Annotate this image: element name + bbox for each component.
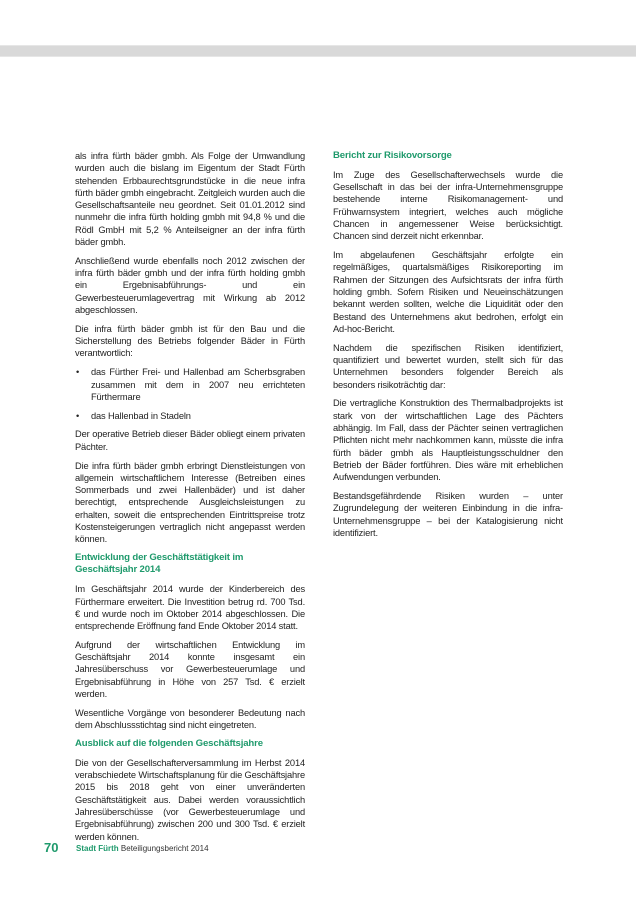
left-column xyxy=(75,150,305,849)
bullet-icon: • xyxy=(76,367,80,378)
bullet-list xyxy=(75,366,305,422)
list-item-text: das Hallenbad in Stadeln xyxy=(91,410,191,421)
footer-title: Beteiligungsbericht 2014 xyxy=(120,844,209,853)
paragraph: Die infra fürth bäder gmbh ist für den Bau und die Sicherstellung des Betriebs folgender Bäder in Fürth verantwortlich: xyxy=(75,323,305,359)
list-item xyxy=(75,410,305,422)
paragraph: Die vertragliche Konstruktion des Thermalbadprojekts ist stark von der wirtschaftlichen Lage des Pächters abhängig. Im Fall, dass der Pächter seinen vertraglichen Pflichten nicht mehr nachkommen kann, müsste die infra fürth bäder gmbh als Hauptleistungsschuldner den Betrieb der Bäder fortführen. Dies wäre mit erheblichen Aufwendungen verbunden. xyxy=(333,398,563,483)
section-heading: Ausblick auf die folgenden Geschäftsjahre xyxy=(75,737,263,749)
paragraph: Die von der Gesellschafterversammlung im Herbst 2014 verabschiedete Wirtschaftsplanung für die Geschäftsjahre 2015 bis 2018 geht von einer unveränderten Geschäftstätigkeit aus. Dabei werden voraussichtlich Jahresüberschüsse (vor Gewerbesteuerumlage und Ergebnisabführung) zwischen 200 und 300 Tsd. € erzielt werden können. xyxy=(75,757,305,842)
paragraph: Anschließend wurde ebenfalls noch 2012 zwischen der infra fürth bäder gmbh und der infra fürth holding gmbh ein Ergebnisabführungs- und ein Gewerbesteuerumlagevertrag mit Wirkung ab 2012 abgeschlossen. xyxy=(75,255,305,316)
list-item-text: das Fürther Frei- und Hallenbad am Scherbsgraben zusammen mit dem in 2007 neu errichteten Fürthermare xyxy=(91,367,305,402)
section-heading: Bericht zur Risikovorsorge xyxy=(333,150,452,161)
paragraph: als infra fürth bäder gmbh. Als Folge der Umwandlung wurden auch die bislang im Eigentum der Stadt Fürth stehenden Erbbaurechtsgrundstücke in die neue infra fürth bäder gmbh eingebracht. Zeitgleich wurden auch die Gesellschaftsanteile neu geordnet. Seit 01.01.2012 sind nunmehr die infra fürth holding gmbh mit 94,8 % und die Rödl GmbH mit 5,2 % Anteilseigner an der infra fürth bäder gmbh. xyxy=(75,151,305,248)
paragraph: Im Geschäftsjahr 2014 wurde der Kinderbereich des Fürthermare erweitert. Die Investition betrug rd. 700 Tsd. € und wurde noch im Oktober 2014 abgeschlossen. Die entsprechende Eröffnung fand Ende Oktober 2014 statt. xyxy=(75,584,305,632)
top-bar xyxy=(0,45,636,57)
paragraph: Nachdem die spezifischen Risiken identifiziert, quantifiziert und bewertet wurden, stellt sich für das Unternehmen besonders folgender Bereich als besonders risikoträchtig dar: xyxy=(333,342,563,390)
paragraph: Aufgrund der wirtschaftlichen Entwicklung im Geschäftsjahr 2014 konnte insgesamt ein Jahresüberschuss vor Gewerbesteuerumlage und Ergebnisabführung in Höhe von 257 Tsd. € erzielt werden. xyxy=(75,639,305,700)
footer-brand: Stadt Fürth xyxy=(76,844,119,853)
bullet-icon: • xyxy=(76,410,80,421)
paragraph: Der operative Betrieb dieser Bäder obliegt einem privaten Pächter. xyxy=(75,429,305,452)
list-item xyxy=(75,366,305,403)
section-heading: Entwicklung der Geschäftstätigkeit im Geschäftsjahr 2014 xyxy=(75,552,244,576)
footer xyxy=(76,844,209,853)
right-column xyxy=(333,150,563,546)
page-number: 70 xyxy=(44,840,59,855)
paragraph: Im abgelaufenen Geschäftsjahr erfolgte ein regelmäßiges, quartalsmäßiges Risikoreporting im Rahmen der Sitzungen des Aufsichtsrats der infra fürth holding gmbh. Sofern Risiken und Neueinschätzungen bekannt werden sollten, welche die Liquidität oder den Bestand des Unternehmens akut bedrohen, erfolgt ein Ad-hoc-Bericht. xyxy=(333,250,563,334)
paragraph: Bestandsgefährdende Risiken wurden – unter Zugrundelegung der weiteren Einbindung in die infra-Unternehmensgruppe – bei der Katalogisierung nicht identifiziert. xyxy=(333,490,563,538)
paragraph: Im Zuge des Gesellschafterwechsels wurde die Gesellschaft in das bei der infra-Unternehmensgruppe bestehende interne Risikomanagement- und Frühwarnsystem integriert, welches auch mögliche Chancen in angemessener Weise berücksichtigt. Chancen sind derzeit nicht erkennbar. xyxy=(333,169,563,242)
paragraph: Die infra fürth bäder gmbh erbringt Dienstleistungen von allgemein wirtschaftlichem Interesse (Betreiben eines Sommerbads und zwei Hallenbäder) und ist daher berechtigt, entsprechende Ausgleichsleistungen zu erhalten, soweit die entsprechenden Eintrittspreise trotz Kostensteigerungen vertraglich nicht angepasst werden können. xyxy=(75,460,305,545)
paragraph: Wesentliche Vorgänge von besonderer Bedeutung nach dem Abschlussstichtag sind nicht eingetreten. xyxy=(75,707,305,731)
